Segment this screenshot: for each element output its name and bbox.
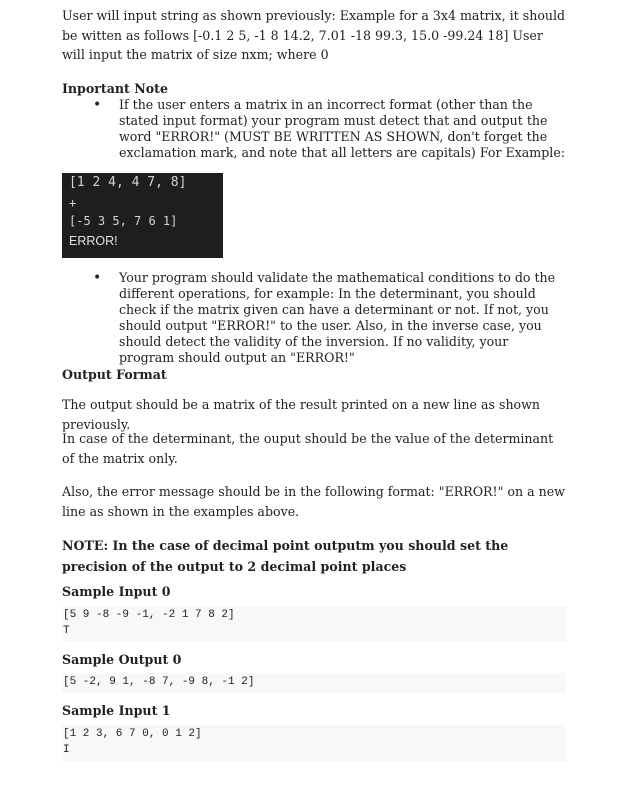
sample-output-0-heading: Sample Output 0: [62, 652, 182, 667]
sample-input-0-heading: Sample Input 0: [62, 584, 171, 599]
sample-input-1-line-2: I: [63, 744, 70, 756]
code-line-error: ERROR!: [69, 234, 118, 248]
code-line-2: +: [69, 196, 77, 210]
output-format-paragraph-2: In case of the determinant, the ouput should be the value of the determinant of the matrix only.: [62, 431, 554, 466]
sample-output-0-box: [62, 673, 566, 693]
bullet-icon: •: [93, 270, 102, 286]
sample-input-1-heading: Sample Input 1: [62, 703, 171, 718]
sample-input-0-line-1: [5 9 -8 -9 -1, -2 1 7 8 2]: [63, 609, 235, 621]
sample-input-1-line-1: [1 2 3, 6 7 0, 0 1 2]: [63, 728, 202, 740]
bullet-icon: •: [93, 97, 102, 113]
bullet-text-format: If the user enters a matrix in an incorrect format (other than the stated input format) your program must detect that and output the word "ERROR!" (MUST BE WRITTEN AS SHOWN, don't forget the exclamation mark, and note that all letters are capitals) For Example:: [119, 97, 566, 160]
code-line-3: [-5 3 5, 7 6 1]: [69, 214, 178, 228]
sample-input-1-box: [62, 725, 566, 762]
code-line-1: [1 2 4, 4 7, 8]: [69, 175, 187, 190]
bullet-item-validation: [93, 270, 566, 366]
important-note-heading: Inportant Note: [62, 81, 168, 96]
sample-output-0-line-1: [5 -2, 9 1, -8 7, -9 8, -1 2]: [63, 676, 255, 688]
bullet-item-format: [93, 97, 566, 161]
output-format-paragraph-1: The output should be a matrix of the result printed on a new line as shown previously.: [62, 397, 541, 432]
intro-paragraph: User will input string as shown previously: Example for a 3x4 matrix, it should be witten as follows [-0.1 2 5, -1 8 14.2, 7.01 -18 99.3, 15.0 -99.24 18] User will input the matrix of size nxm; where 0: [62, 8, 566, 62]
sample-input-0-box: [62, 606, 566, 642]
precision-note: NOTE: In the case of decimal point outputm you should set the precision of the output to 2 decimal point places: [62, 538, 509, 574]
sample-input-0-line-2: T: [63, 625, 70, 637]
output-format-heading: Output Format: [62, 367, 167, 382]
output-format-paragraph-3: Also, the error message should be in the following format: "ERROR!" on a new line as shown in the examples above.: [62, 484, 565, 519]
code-example-box: [62, 173, 223, 258]
bullet-text-validation: Your program should validate the mathematical conditions to do the different operations, for example: In the determinant, you should check if the matrix given can have a determinant or not. If not, you should output "ERROR!" to the user. Also, in the inverse case, you should detect the validity of the inversion. If no validity, your program should output an "ERROR!": [119, 270, 556, 365]
